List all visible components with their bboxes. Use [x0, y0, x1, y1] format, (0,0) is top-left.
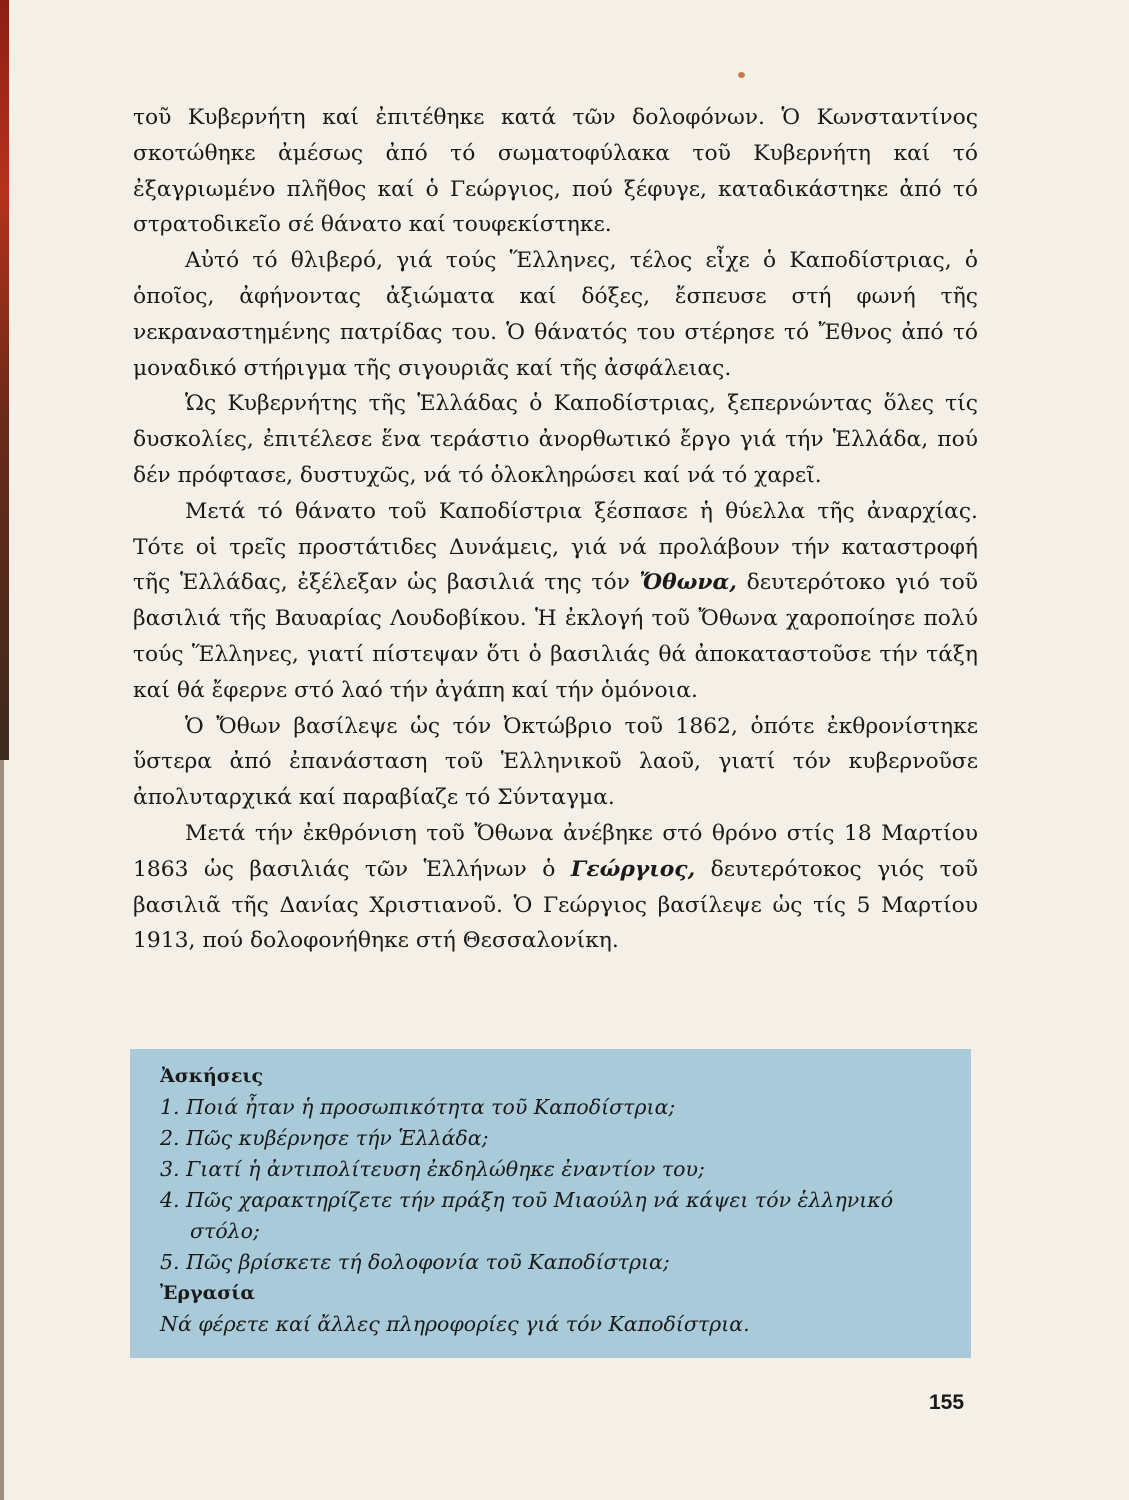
body-text: [133, 100, 978, 959]
paragraph-2: Αὐτό τό θλιβερό, γιά τούς Ἕλληνες, τέλος εἶχε ὁ Καποδίστριας, ὁ ὁποῖος, ἀφήνοντας ἀξιώματα καί δόξες, ἔσπευσε στή φωνή τῆς νεκραναστημένης πατρίδας του. Ὁ θάνατός του στέρησε τό Ἔθνος ἀπό τό μοναδικό στήριγμα τῆς σιγουριᾶς καί τῆς ἀσφάλειας.: [133, 248, 978, 381]
work-text: Νά φέρετε καί ἄλλες πληροφορίες γιά τόν Καποδίστρια.: [160, 1312, 750, 1336]
paragraph-4-text-b: δευτερότοκο γιό τοῦ βασιλιά τῆς Βαυαρίας Λουδοβίκου. Ἡ ἐκλογή τοῦ Ὄθωνα χαροποίησε πολύ τούς Ἕλληνες, γιατί πίστεψαν ὅτι ὁ βασιλιάς θά ἀποκαταστοῦσε τήν τάξη καί θά ἔφερνε στό λαό τήν ἀγάπη καί τήν ὁμόνοια.: [133, 570, 978, 703]
name-george: Γεώργιος,: [570, 856, 696, 882]
paragraph-6-text-b: δευτερότοκος γιός τοῦ βασιλιᾶ τῆς Δανίας Χριστιανοῦ. Ὁ Γεώργιος βασίλεψε ὡς τίς 5 Μαρτίου 1913, πού δολοφονήθηκε στή Θεσσαλονίκη.: [133, 856, 979, 954]
exercise-question-5: 5. Πῶς βρίσκετε τή δολοφονία τοῦ Καποδίστρια;: [160, 1250, 670, 1274]
exercises-box: [130, 1049, 971, 1358]
work-heading: Ἐργασία: [160, 1282, 256, 1304]
book-binding-shadow: [0, 760, 4, 1500]
paragraph-4: [133, 494, 978, 709]
book-binding-edge: [0, 0, 9, 760]
page-number: 155: [929, 1391, 965, 1414]
exercise-question-4-line-1: 4. Πῶς χαρακτηρίζετε τήν πράξη τοῦ Μιαούλη νά κάψει τόν ἑλληνικό: [160, 1188, 894, 1212]
exercise-question-3: 3. Γιατί ἡ ἀντιπολίτευση ἐκδηλώθηκε ἐναντίον του;: [160, 1157, 705, 1181]
paragraph-6-text-a: Μετά τήν ἐκθρόνιση τοῦ Ὄθωνα ἀνέβηκε στό θρόνο στίς 18 Μαρτίου 1863 ὡς βασιλιάς τῶν Ἑλλήνων ὁ: [133, 820, 978, 882]
exercise-question-1: 1. Ποιά ἦταν ἡ προσωπικότητα τοῦ Καποδίστρια;: [160, 1095, 676, 1119]
exercises-heading: Ἀσκήσεις: [160, 1065, 264, 1087]
exercise-question-4: [160, 1185, 949, 1247]
paragraph-3: Ὡς Κυβερνήτης τῆς Ἑλλάδας ὁ Καποδίστριας, ξεπερνώντας ὅλες τίς δυσκολίες, ἐπιτέλεσε ἕνα τεράστιο ἀνορθωτικό ἔργο γιά τήν Ἑλλάδα, πού δέν πρόφτασε, δυστυχῶς, νά τό ὁλοκληρώσει καί νά τό χαρεῖ.: [133, 391, 978, 488]
name-otto: Ὄθωνα,: [639, 570, 737, 596]
paper-speck: [738, 72, 745, 78]
exercise-question-2: 2. Πῶς κυβέρνησε τήν Ἑλλάδα;: [160, 1126, 489, 1150]
exercise-question-4-line-2: στόλο;: [190, 1219, 260, 1243]
paragraph-6: [133, 816, 978, 959]
paragraph-4-text-a: Μετά τό θάνατο τοῦ Καποδίστρια ξέσπασε ἡ θύελλα τῆς ἀναρχίας. Τότε οἱ τρεῖς προστάτιδες Δυνάμεις, γιά νά προλάβουν τήν καταστροφή τῆς Ἑλλάδας, ἐξέλεξαν ὡς βασιλιά της τόν: [133, 498, 978, 596]
paragraph-5: Ὁ Ὄθων βασίλεψε ὡς τόν Ὀκτώβριο τοῦ 1862, ὁπότε ἐκθρονίστηκε ὕστερα ἀπό ἐπανάσταση τοῦ Ἑλληνικοῦ λαοῦ, γιατί τόν κυβερνοῦσε ἀπολυταρχικά καί παραβίαζε τό Σύνταγμα.: [133, 713, 978, 811]
paragraph-1: τοῦ Κυβερνήτη καί ἐπιτέθηκε κατά τῶν δολοφόνων. Ὁ Κωνσταντίνος σκοτώθηκε ἀμέσως ἀπό τό σωματοφύλακα τοῦ Κυβερνήτη καί τό ἐξαγριωμένο πλῆθος καί ὁ Γεώργιος, πού ξέφυγε, καταδικάστηκε ἀπό τό στρατοδικεῖο σέ θάνατο καί τουφεκίστηκε.: [133, 105, 978, 238]
